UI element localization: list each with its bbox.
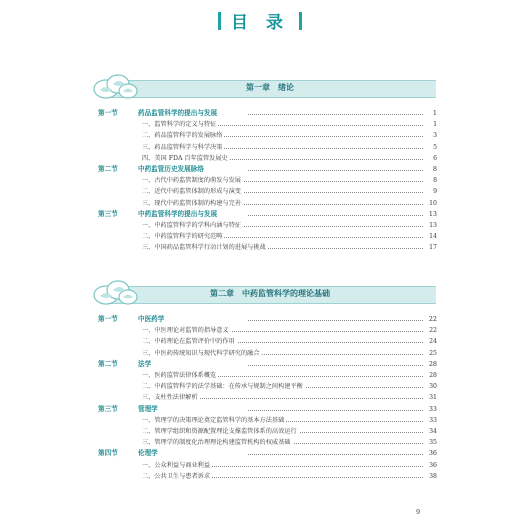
section-page: 28 [428,359,437,368]
entry-page: 36 [429,461,437,469]
toc-entry[interactable] [142,130,437,141]
section-page: 22 [428,315,437,323]
section-row[interactable] [98,164,437,175]
toc-entry[interactable] [142,370,437,381]
leader-dots [248,114,423,115]
entry-page: 8 [433,177,437,185]
section-title: 中医药学 [138,315,165,323]
entry-page: 34 [429,428,437,435]
entry-page: 17 [429,244,437,252]
toc-entry[interactable] [142,392,437,403]
entry-page: 14 [429,233,437,241]
entry-page: 24 [429,338,437,346]
entry-text: 三、现代中药监管体制的构建与完善 [142,199,241,207]
leader-dots [248,320,423,321]
toc-entry[interactable] [142,186,437,197]
toc-title: 目 录 [231,13,289,33]
entry-text: 三、中医药传统知识与现代科学研究的融合 [142,349,260,357]
section-page: 36 [428,449,437,458]
section-page: 1 [432,109,437,117]
entry-page: 35 [429,439,437,447]
entry-text: 一、管理学的决策理论奠定监管科学的基本方法基础 [142,416,285,424]
leader-dots [248,365,423,366]
page-title [0,8,520,32]
toc-entry[interactable] [142,348,437,359]
section-number: 第二节 [98,165,118,173]
entry-text: 三、中国药品监管科学行动计划的进展与挑战 [142,244,266,252]
toc-entry[interactable] [142,471,437,482]
entry-page: 33 [429,416,437,424]
toc-entry[interactable] [142,437,437,448]
entry-text: 二、管理学组织和资源配置理论支撑监管体系的高效运行 [142,428,297,435]
entry-page: 6 [433,154,437,162]
section-number: 第三节 [98,209,118,218]
entry-page: 25 [429,349,437,357]
section-row[interactable] [98,359,437,370]
entry-text: 一、中药监管科学的学科内涵与特征 [142,222,241,229]
entry-text: 一、古代中药监管制度的萌发与发展 [142,177,241,185]
section-number: 第一节 [98,109,118,117]
toc-entry[interactable] [142,231,437,242]
leader-dots [248,170,423,171]
title-left-bar [218,12,221,30]
entry-page: 38 [429,472,437,480]
entry-text: 二、中药监管科学的法学基础：在传承与规制之间构建平衡 [142,383,303,391]
toc-entry[interactable] [142,119,437,130]
entry-text: 四、美国 FDA 百年监管发展史 [142,154,228,162]
entry-page: 1 [433,121,437,129]
chapter-title: 第一章 绪论 [246,83,294,92]
entry-text: 一、医药监管法律体系概览 [142,372,217,379]
section-row[interactable] [98,209,437,220]
entry-text: 三、药品监管科学与科学决策 [142,143,223,151]
page-number: 9 [416,508,421,516]
toc-entry[interactable] [142,415,437,426]
chapter-header [92,78,436,98]
section-title: 管理学 [138,404,158,413]
entry-text: 一、中医理论对监管的指导意义 [142,327,229,335]
leader-dots [248,454,423,455]
toc-entry[interactable] [142,336,437,347]
toc-entry[interactable] [142,426,437,437]
entry-page: 10 [429,199,437,207]
section-title: 中药监管历史发展脉络 [138,165,204,173]
section-title: 中药监管科学的提出与发展 [138,209,218,218]
section-row[interactable] [98,108,437,119]
entry-text: 二、中药监管科学的研究范畴 [142,233,223,241]
toc-entry[interactable] [142,242,437,253]
toc-entry[interactable] [142,142,437,153]
entry-page: 13 [429,222,437,229]
leader-dots [248,410,423,411]
section-row[interactable] [98,404,437,415]
entry-page: 28 [429,372,437,379]
section-page: 33 [428,404,437,413]
toc-entry[interactable] [142,198,437,209]
entry-text: 三、管理学的制度化治理理论构建监管机构的权威基础 [142,439,291,447]
section-title: 药品监管科学的提出与发展 [138,109,218,117]
section-page: 8 [432,165,437,173]
toc-entry[interactable] [142,460,437,471]
entry-page: 3 [433,132,437,140]
section-number: 第一节 [98,315,118,323]
chapter-title: 第二章 中药监管科学的理论基础 [210,289,330,298]
toc-entry[interactable] [142,220,437,231]
section-title: 伦理学 [138,449,158,458]
section-number: 第四节 [98,449,118,458]
entry-text: 二、公共卫生与患者诉求 [142,472,211,480]
section-number: 第三节 [98,404,118,413]
leader-dots [248,215,423,216]
entry-text: 三、支柱性法律解析 [142,394,198,402]
toc-entry[interactable] [142,175,437,186]
title-right-bar [299,12,302,30]
section-title: 法学 [138,359,152,368]
section-row[interactable] [98,314,437,325]
entry-text: 一、公众利益与商业利益 [142,461,211,469]
entry-page: 30 [429,383,437,391]
toc-entry[interactable] [142,325,437,336]
entry-text: 一、监管科学的定义与特征 [142,121,217,129]
section-number: 第二节 [98,359,118,368]
entry-text: 二、近代中药监管体制的形成与演变 [142,188,241,196]
section-row[interactable] [98,448,437,459]
section-page: 13 [428,209,437,218]
toc-entry[interactable] [142,381,437,392]
entry-page: 31 [429,394,437,402]
entry-page: 9 [433,188,437,196]
entry-page: 22 [429,327,437,335]
entry-text: 二、药品监管科学的发展脉络 [142,132,223,140]
toc-entry[interactable] [142,153,437,164]
chapter-header [92,284,436,304]
entry-text: 二、中药理论在监管评价中的作用 [142,338,235,346]
entry-page: 5 [433,143,437,151]
